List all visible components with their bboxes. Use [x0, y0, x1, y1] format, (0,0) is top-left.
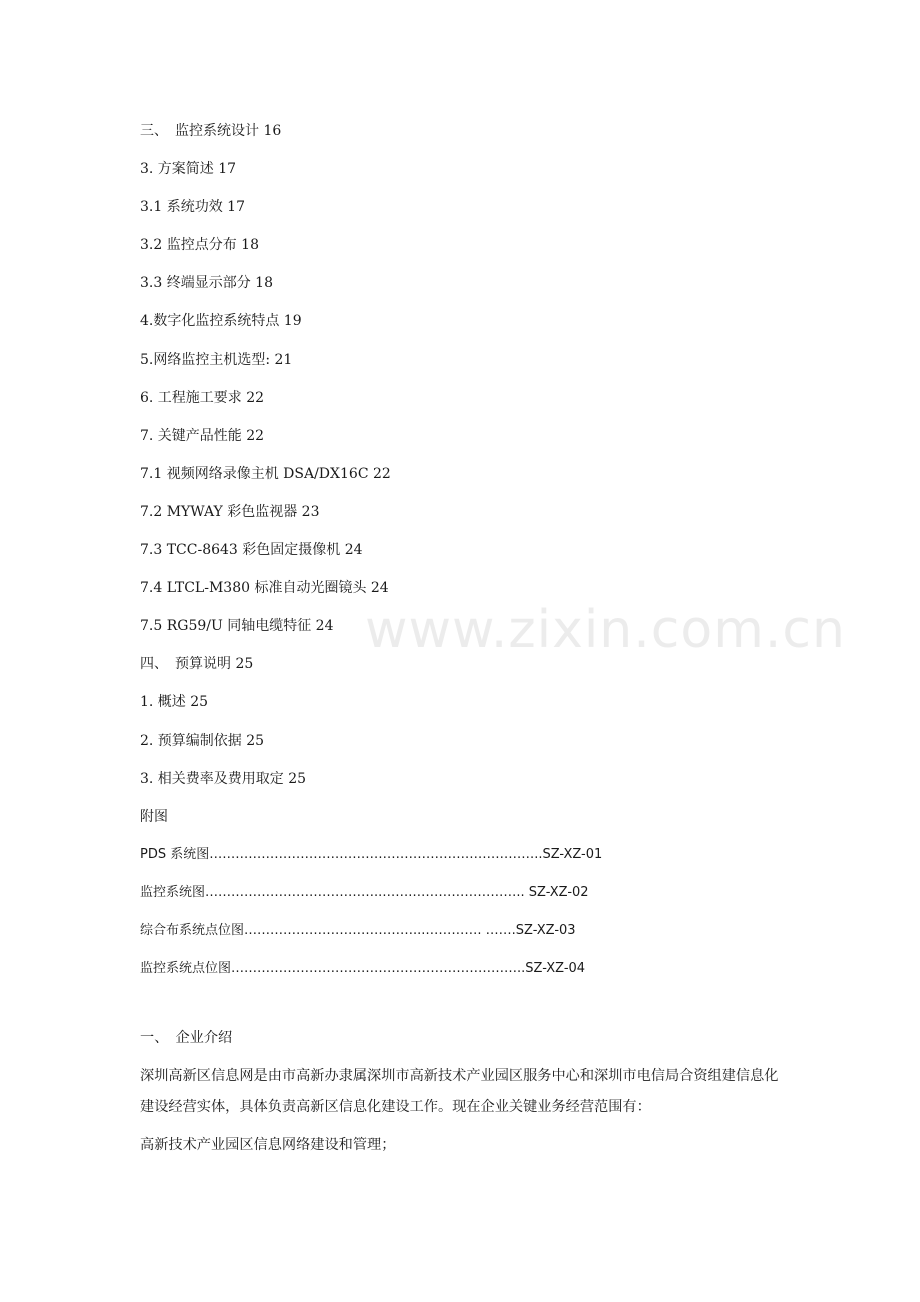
toc-entry: 3.1 系统功效 17: [140, 199, 245, 216]
toc-entry: 4.数字化监控系统特点 19: [140, 313, 302, 330]
appendix-entry: PDS 系统图…………………………………………………………………..SZ-XZ-01: [140, 846, 603, 862]
toc-entry: 3. 方案简述 17: [140, 161, 237, 178]
appendix-entry: 监控系统图…………………………………..…….…………………….. SZ-XZ-02: [140, 884, 589, 900]
toc-entry: 7. 关键产品性能 22: [140, 427, 265, 444]
toc-entry: 7.1 视频网络录像主机 DSA/DX16C 22: [140, 465, 391, 482]
toc-entry: 三、 监控系统设计 16: [140, 123, 282, 139]
toc-entry: 1. 概述 25: [140, 694, 209, 711]
toc-entry: 7.5 RG59/U 同轴电缆特征 24: [140, 618, 334, 635]
business-item: 高新技术产业园区信息网络建设和管理；: [140, 1137, 396, 1153]
toc-entry: 四、 预算说明 25: [140, 656, 254, 673]
toc-entry: 7.2 MYWAY 彩色监视器 23: [140, 503, 320, 520]
toc-entry: 3. 相关费率及费用取定 25: [140, 770, 307, 787]
toc-entry: 5.网络监控主机选型: 21: [140, 351, 293, 368]
intro-paragraph: 深圳高新区信息网是由市高新办隶属深圳市高新技术产业园区服务中心和深圳市电信局合资组建信息化建设经营实体，具体负责高新区信息化建设工作。现在企业关键业务经营范围有：: [140, 1068, 779, 1115]
toc-entry: 6. 工程施工要求 22: [140, 389, 265, 406]
toc-entry: 7.3 TCC-8643 彩色固定摄像机 24: [140, 542, 363, 559]
toc-entry: 3.3 终端显示部分 18: [140, 275, 273, 292]
toc-entry: 2. 预算编制依据 25: [140, 732, 265, 749]
watermark: www.zixin.com.cn: [365, 600, 846, 660]
toc-entry: 3.2 监控点分布 18: [140, 237, 259, 254]
body-text: [140, 1023, 790, 1161]
appendix-title: 附图: [140, 808, 168, 825]
table-of-contents: [140, 118, 800, 994]
toc-entry: 7.4 LTCL-M380 标准自动光圈镜头 24: [140, 580, 389, 597]
appendix-entry: 综合布系统点位图…………………………………...…………. …….SZ-XZ-03: [140, 922, 576, 938]
section-heading: 一、 企业介绍: [140, 1030, 233, 1046]
appendix-entry: 监控系统点位图…………………………………………………………..SZ-XZ-04: [140, 961, 586, 977]
